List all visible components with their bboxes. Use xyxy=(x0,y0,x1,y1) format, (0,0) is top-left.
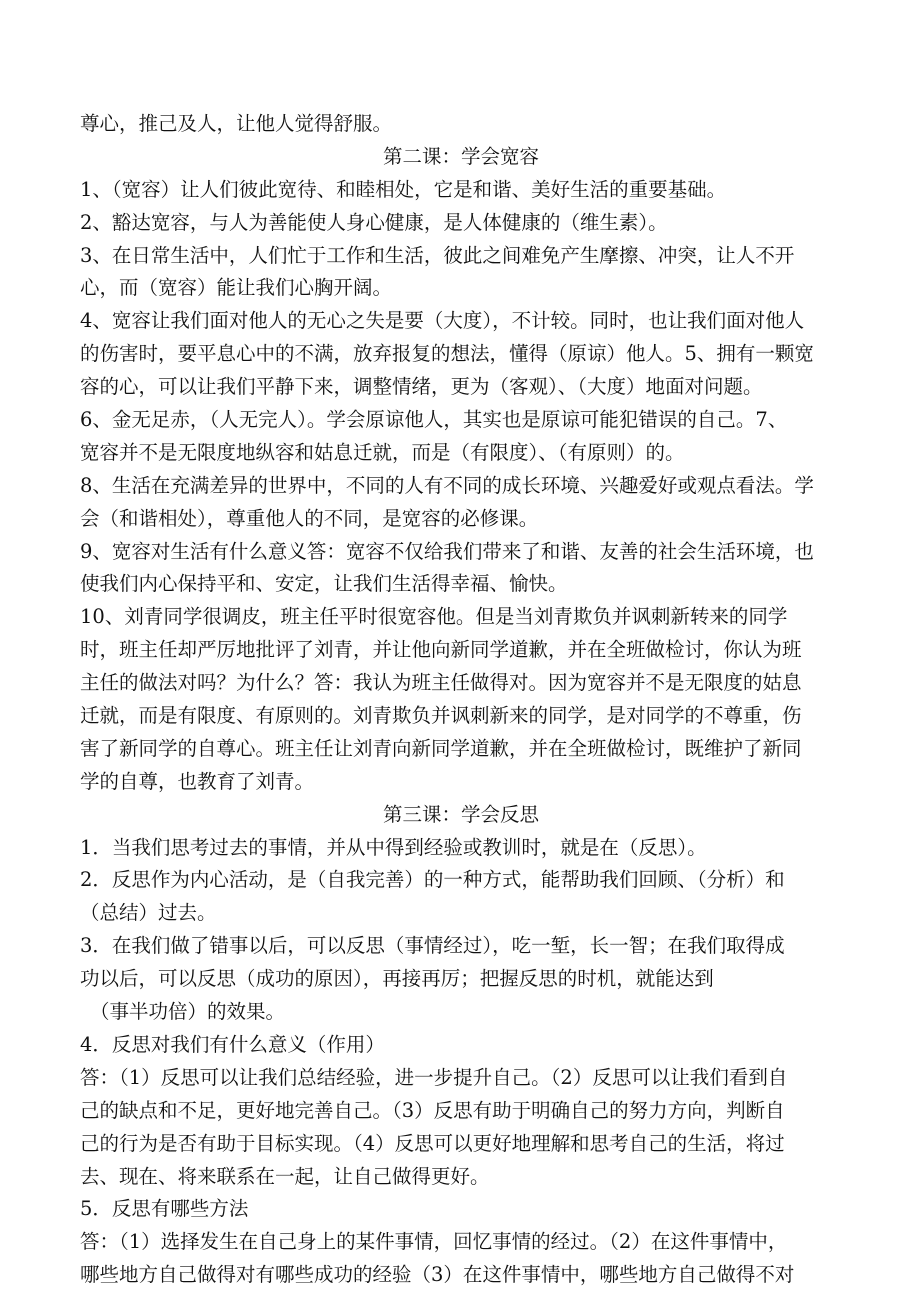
text-line: 会（和谐相处），尊重他人的不同，是宽容的必修课。 xyxy=(80,506,539,530)
text-line: 2．反思作为内心活动，是（自我完善）的一种方式，能帮助我们回顾、（分析）和 xyxy=(80,868,785,892)
text-line: 答：（1）选择发生在自己身上的某件事情，回忆事情的经过。（2）在这件事情中， xyxy=(80,1230,788,1254)
text-line: 5．反思有哪些方法 xyxy=(80,1197,249,1221)
text-line: 尊心，推己及人，让他人觉得舒服。 xyxy=(80,112,393,135)
text-line: 1、（宽容）让人们彼此宽待、和睦相处，它是和谐、美好生活的重要基础。 xyxy=(80,177,727,201)
text-line: 8、生活在充满差异的世界中，不同的人有不同的成长环境、兴趣爱好或观点看法。学 xyxy=(80,473,814,497)
text-line: 学的自尊，也教育了刘青。 xyxy=(80,769,315,793)
text-line: 主任的做法对吗？为什么？答：我认为班主任做得对。因为宽容并不是无限度的姑息 xyxy=(80,671,802,695)
text-line: 1．当我们思考过去的事情，并从中得到经验或教训时，就是在（反思）。 xyxy=(80,835,707,859)
text-line: 4．反思对我们有什么意义（作用） xyxy=(80,1032,385,1056)
document-body xyxy=(80,108,842,1292)
text-line: 9、宽容对生活有什么意义答：宽容不仅给我们带来了和谐、友善的社会生活环境，也 xyxy=(80,539,814,563)
text-line: （总结）过去。 xyxy=(80,901,217,925)
text-line: 答：（1）反思可以让我们总结经验，进一步提升自己。（2）反思可以让我们看到自 xyxy=(80,1065,788,1089)
text-line: 心，而（宽容）能让我们心胸开阔。 xyxy=(80,276,393,300)
text-line: 10、刘青同学很调皮，班主任平时很宽容他。但是当刘青欺负并讽刺新转来的同学 xyxy=(80,605,788,629)
text-line: 6、金无足赤，（人无完人）。学会原谅他人，其实也是原谅可能犯错误的自己。7、 xyxy=(80,408,788,432)
text-line: （事半功倍）的效果。 xyxy=(90,1000,286,1024)
text-line: 的伤害时，要平息心中的不满，放弃报复的想法，懂得（原谅）他人。5、拥有一颗宽 xyxy=(80,342,814,366)
text-line: 害了新同学的自尊心。班主任让刘青向新同学道歉，并在全班做检讨，既维护了新同 xyxy=(80,736,802,760)
text-line: 去、现在、将来联系在一起，让自己做得更好。 xyxy=(80,1164,490,1188)
text-line: 时，班主任却严厉地批评了刘青，并让他向新同学道歉，并在全班做检讨，你认为班 xyxy=(80,638,802,662)
text-line: 4、宽容让我们面对他人的无心之失是要（大度），不计较。同时，也让我们面对他人 xyxy=(80,309,805,333)
text-line: 迁就，而是有限度、有原则的。刘青欺负并讽刺新来的同学，是对同学的不尊重，伤 xyxy=(80,704,802,728)
section-heading: 第三课：学会反思 xyxy=(382,802,539,826)
text-line: 己的缺点和不足，更好地完善自己。（3）反思有助于明确自己的努力方向，判断自 xyxy=(80,1098,785,1122)
section-heading: 第二课：学会宽容 xyxy=(382,144,539,168)
text-line: 宽容并不是无限度地纵容和姑息迁就，而是（有限度）、（有原则）的。 xyxy=(80,440,685,464)
text-line: 3．在我们做了错事以后，可以反思（事情经过），吃一堑，长一智；在我们取得成 xyxy=(80,934,785,958)
text-line: 3、在日常生活中，人们忙于工作和生活，彼此之间难免产生摩擦、冲突，让人不开 xyxy=(80,243,795,267)
text-line: 己的行为是否有助于目标实现。（4）反思可以更好地理解和思考自己的生活，将过 xyxy=(80,1131,785,1155)
text-line: 哪些地方自己做得对有哪些成功的经验（3）在这件事情中，哪些地方自己做得不对 xyxy=(80,1263,795,1287)
text-line: 使我们内心保持平和、安定，让我们生活得幸福、愉快。 xyxy=(80,572,568,596)
text-line: 容的心，可以让我们平静下来，调整情绪，更为（客观）、（大度）地面对问题。 xyxy=(80,375,763,399)
text-line: 2、豁达宽容，与人为善能使人身心健康，是人体健康的（维生素）。 xyxy=(80,210,668,234)
text-line: 功以后，可以反思（成功的原因），再接再厉；把握反思的时机，就能达到 xyxy=(80,967,714,991)
